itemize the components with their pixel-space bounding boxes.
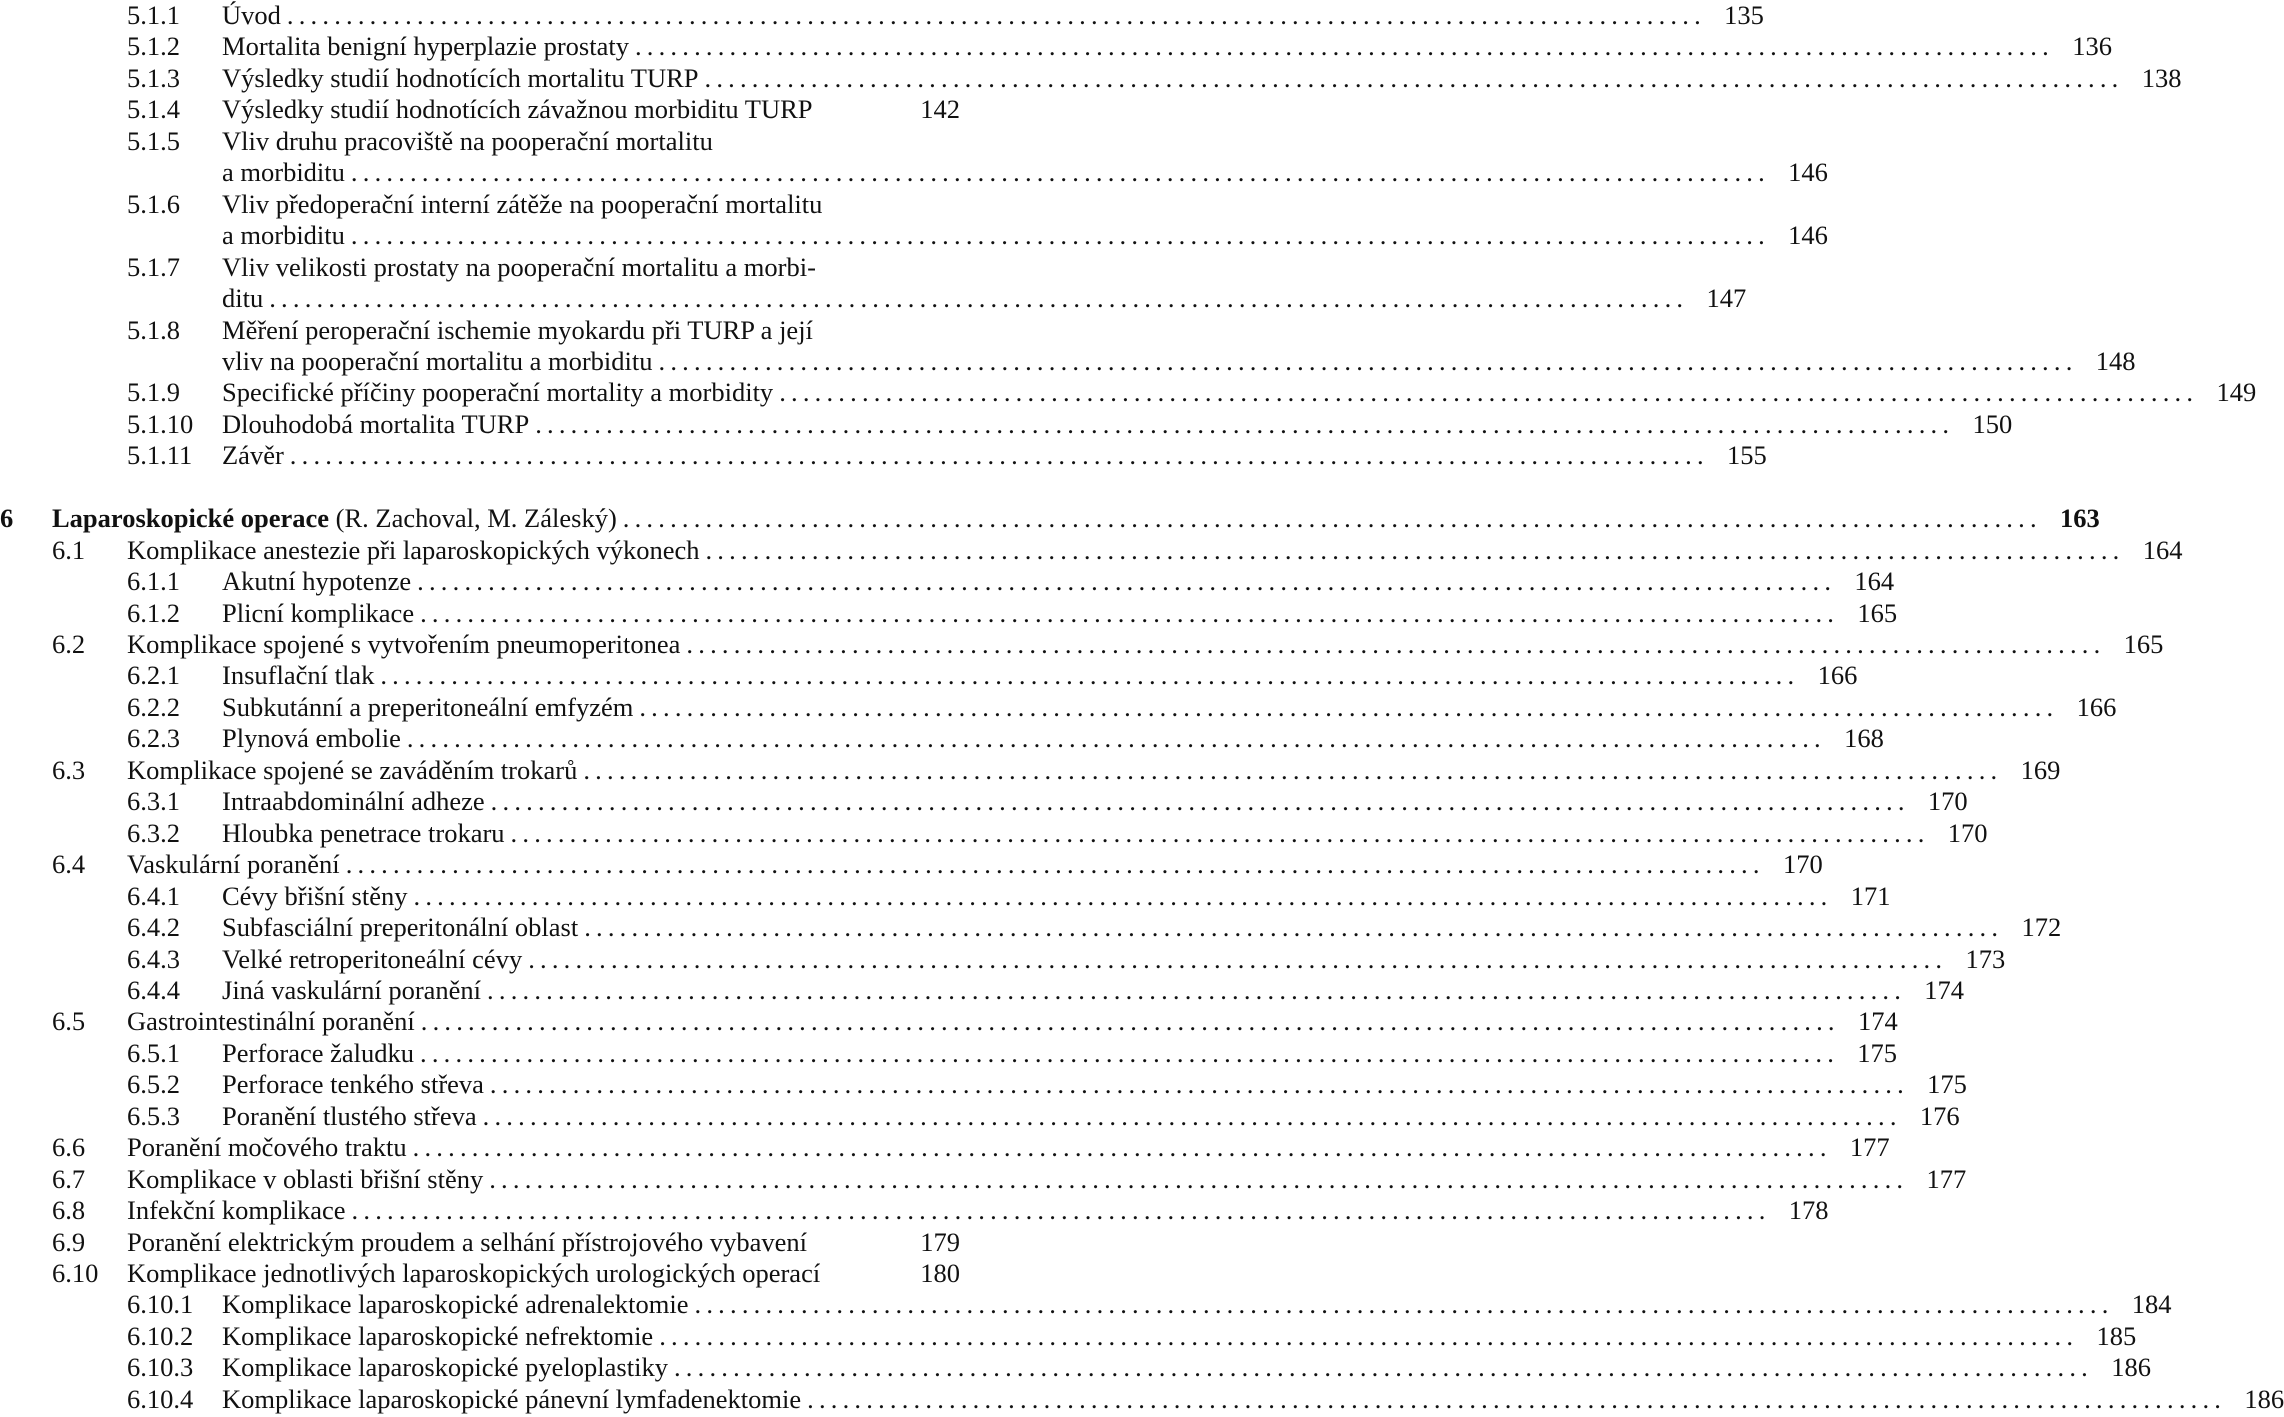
- toc-entry[interactable]: [0, 597, 1898, 629]
- toc-entry-number: 6.1.1: [127, 566, 180, 597]
- toc-entry[interactable]: [0, 848, 1823, 880]
- toc-entry[interactable]: [0, 785, 1968, 817]
- toc-entry-title: Komplikace laparoskopické adrenalektomie: [222, 1289, 689, 1320]
- dot-leader: ........................................................................................................................: [622, 503, 2042, 534]
- toc-entry[interactable]: [0, 93, 960, 125]
- toc-page-number: 146: [1788, 220, 1828, 251]
- dot-leader: ........................................................................................................................: [659, 1320, 2079, 1351]
- toc-entry-continuation[interactable]: [0, 156, 1828, 188]
- dot-leader: ........................................................................................................................: [420, 597, 1840, 628]
- toc-page-number: 135: [1724, 0, 1764, 30]
- toc-entry-line: [127, 1005, 1898, 1037]
- toc-entry-line: [222, 1320, 2137, 1352]
- toc-entry-line: [222, 817, 1988, 849]
- dot-leader: ........................................................................................................................: [350, 220, 1770, 251]
- toc-entry[interactable]: [0, 1320, 2137, 1352]
- toc-page-number: 186: [2244, 1383, 2284, 1414]
- toc-entry-number: 6.2: [52, 629, 86, 659]
- toc-entry-number: 6.3.1: [127, 786, 180, 817]
- toc-entry-line: [222, 0, 1764, 31]
- toc-entry-line: [222, 30, 2112, 62]
- toc-entry[interactable]: [0, 534, 2183, 566]
- toc-entry-title: Gastrointestinální poranění: [127, 1006, 415, 1037]
- toc-entry-title: Vliv předoperační interní zátěže na pooperační mortalitu: [222, 188, 823, 219]
- toc-entry-line: [222, 722, 1884, 754]
- toc-page-number: 146: [1788, 157, 1828, 188]
- toc-page-number: 165: [2123, 629, 2164, 659]
- toc-entry-number: 6.5: [52, 1006, 86, 1037]
- toc-entry-number: 6.1: [52, 534, 86, 565]
- toc-chapter-entry[interactable]: [0, 502, 2100, 534]
- dot-leader: ........................................................................................................................: [286, 0, 1706, 30]
- toc-entry-title: Perforace žaludku: [222, 1037, 415, 1068]
- toc-entry-number: 6.9: [52, 1226, 86, 1257]
- toc-entry[interactable]: [0, 1257, 960, 1289]
- toc-entry-line: [127, 1163, 1967, 1195]
- toc-page-number: 149: [2216, 377, 2257, 408]
- toc-entry-number: 6.2.3: [127, 723, 180, 754]
- toc-entry-number: 6.10.2: [127, 1320, 194, 1351]
- toc-page-number: 142: [920, 94, 960, 125]
- toc-entry-title: Velké retroperitoneální cévy: [222, 943, 523, 974]
- dot-leader: ........................................................................................................................: [686, 629, 2106, 659]
- toc-entry[interactable]: [0, 565, 1895, 597]
- toc-entry-title: Výsledky studií hodnotících závažnou morbiditu TURP: [222, 94, 813, 125]
- toc-page-number: 148: [2095, 345, 2136, 376]
- toc-page-number: 170: [1782, 849, 1823, 880]
- toc-entry[interactable]: [0, 974, 1965, 1006]
- toc-entry-title: Specifické příčiny pooperační mortality a morbidity: [222, 377, 774, 408]
- toc-chapter-authors: (R. Zachoval, M. Záleský): [335, 503, 617, 534]
- toc-entry-line: [127, 848, 1823, 880]
- toc-page-number: 175: [1927, 1069, 1967, 1100]
- toc-entry-line: [222, 282, 1747, 314]
- toc-page-number: 155: [1727, 440, 1767, 471]
- toc-entry[interactable]: [0, 1068, 1967, 1100]
- toc-entry-number: 6.4.2: [127, 912, 180, 943]
- toc-entry-title: Plicní komplikace: [222, 597, 415, 628]
- dot-leader: ........................................................................................................................: [634, 31, 2054, 62]
- dot-leader: ........................................................................................................................: [412, 1132, 1832, 1163]
- dot-leader: ........................................................................................................................: [413, 880, 1833, 911]
- toc-entry-title: Komplikace laparoskopické pyeloplastiky: [222, 1352, 668, 1383]
- toc-page-number: 176: [1919, 1100, 1960, 1131]
- toc-entry-title: Akutní hypotenze: [222, 566, 412, 597]
- toc-entry-title: Infekční komplikace: [127, 1195, 346, 1226]
- toc-entry[interactable]: [0, 0, 1764, 31]
- toc-page-number: 163: [2060, 503, 2100, 534]
- toc-entry-number: 5.1.2: [127, 31, 180, 62]
- toc-page-number: 168: [1844, 723, 1884, 754]
- dot-leader: ........................................................................................................................: [406, 723, 1826, 754]
- dot-leader: ........................................................................................................................: [704, 62, 2124, 93]
- toc-page-number: 170: [1927, 786, 1968, 817]
- dot-leader: ........................................................................................................................: [345, 849, 1765, 880]
- toc-entry-title: Komplikace v oblasti břišní stěny: [127, 1163, 484, 1194]
- toc-entry[interactable]: [0, 880, 1891, 912]
- dot-leader: ........................................................................................................................: [694, 1289, 2114, 1320]
- toc-entry-number: 6.6: [52, 1132, 86, 1163]
- dot-leader: ........................................................................................................................: [779, 377, 2199, 408]
- dot-leader: ........................................................................................................................: [535, 408, 1955, 439]
- toc-page-number: 172: [2021, 912, 2062, 943]
- toc-entry[interactable]: [0, 125, 960, 157]
- dot-leader: ........................................................................................................................: [482, 1100, 1902, 1131]
- toc-entry-line: [222, 314, 960, 346]
- toc-entry-line: [52, 502, 2100, 534]
- toc-entry-title: Vaskulární poranění: [127, 849, 340, 880]
- toc-entry-line: [222, 125, 960, 157]
- dot-leader: ........................................................................................................................: [420, 1037, 1840, 1068]
- toc-page-number: 164: [2142, 534, 2183, 565]
- toc-entry-number: 6.4.3: [127, 943, 180, 974]
- toc-entry-title: Komplikace spojené s vytvořením pneumoperitonea: [127, 629, 681, 659]
- toc-entry[interactable]: [0, 62, 2182, 94]
- toc-entry-number: 6.10.1: [127, 1289, 194, 1320]
- toc-entry[interactable]: [0, 817, 1988, 849]
- toc-entry-title: Cévy břišní stěny: [222, 880, 408, 911]
- toc-entry-line: [222, 345, 2136, 377]
- dot-leader: ........................................................................................................................: [351, 1195, 1771, 1226]
- toc-entry-number: 6.10.4: [127, 1383, 194, 1414]
- toc-entry-line: [222, 93, 960, 125]
- toc-entry[interactable]: [0, 1194, 1829, 1226]
- toc-page-number: 164: [1854, 566, 1895, 597]
- toc-entry-line: [222, 659, 1858, 691]
- dot-leader: ........................................................................................................................: [584, 912, 2004, 943]
- toc-entry[interactable]: [0, 408, 2013, 440]
- toc-entry[interactable]: [0, 722, 1884, 754]
- toc-entry-title: Poranění tlustého střeva: [222, 1100, 477, 1131]
- dot-leader: ........................................................................................................................: [487, 974, 1907, 1005]
- toc-page-number: 174: [1924, 974, 1965, 1005]
- dot-leader: ........................................................................................................................: [269, 283, 1689, 314]
- toc-chapter-heading: [52, 502, 617, 534]
- dot-leader: ........................................................................................................................: [658, 345, 2078, 376]
- toc-entry-number: 6.4: [52, 849, 86, 880]
- dot-leader: ........................................................................................................................: [380, 660, 1800, 691]
- toc-page-number: 171: [1850, 880, 1891, 911]
- toc-page-number: 147: [1706, 283, 1747, 314]
- toc-entry-title: Poranění elektrickým proudem a selhání přístrojového vybavení: [127, 1226, 807, 1257]
- toc-entry-number: 6: [0, 503, 14, 534]
- toc-entry[interactable]: [0, 1226, 960, 1258]
- toc-entry-line: [222, 943, 2006, 975]
- toc-entry-title: Subfasciální preperitonální oblast: [222, 912, 579, 943]
- toc-entry-title: Komplikace laparoskopické nefrektomie: [222, 1320, 654, 1351]
- toc-page-number: 136: [2072, 31, 2112, 62]
- toc-entry-number: 6.4.1: [127, 880, 180, 911]
- toc-entry-line: [222, 974, 1965, 1006]
- toc-entry-line: [127, 754, 2061, 786]
- toc-entry-title: Měření peroperační ischemie myokardu při TURP a její: [222, 314, 813, 345]
- toc-entry-title: Úvod: [222, 0, 281, 30]
- toc-entry[interactable]: [0, 1351, 2151, 1383]
- toc-page-number: 178: [1788, 1195, 1829, 1226]
- toc-entry-number: 5.1.11: [127, 440, 193, 471]
- toc-entry-line: [222, 880, 1891, 912]
- toc-entry-title: a morbiditu: [222, 157, 345, 188]
- toc-page-number: 177: [1926, 1163, 1967, 1194]
- toc-entry-title: Poranění močového traktu: [127, 1132, 407, 1163]
- toc-entry[interactable]: [0, 30, 2112, 62]
- dot-leader: ........................................................................................................................: [420, 1006, 1840, 1037]
- dot-leader: ........................................................................................................................: [528, 943, 1948, 974]
- toc-entry-line: [222, 785, 1968, 817]
- toc-entry-number: 5.1.4: [127, 94, 180, 125]
- toc-entry-continuation[interactable]: [0, 219, 1828, 251]
- toc-entry-title: Plynová embolie: [222, 723, 401, 754]
- toc-entry-title: Komplikace laparoskopické pánevní lymfadenektomie: [222, 1383, 802, 1414]
- toc-entry-title: Komplikace spojené se zaváděním trokarů: [127, 754, 578, 785]
- dot-leader: ........................................................................................................................: [417, 566, 1837, 597]
- toc-page-number: 169: [2020, 754, 2061, 785]
- toc-entry[interactable]: [0, 188, 960, 220]
- toc-entry-line: [127, 1226, 960, 1258]
- toc-page-number: 180: [920, 1258, 960, 1288]
- toc-entry-line: [222, 408, 2013, 440]
- dot-leader: ........................................................................................................................: [705, 534, 2125, 565]
- toc-entry[interactable]: [0, 1005, 1898, 1037]
- toc-entry[interactable]: [0, 439, 1767, 471]
- toc-entry-number: 6.3: [52, 754, 86, 785]
- toc-entry-number: 6.5.2: [127, 1069, 180, 1100]
- toc-page-number: 175: [1857, 1037, 1898, 1068]
- dot-leader: ........................................................................................................................: [639, 691, 2059, 722]
- toc-entry-line: [222, 597, 1898, 629]
- toc-entry-number: 6.10.3: [127, 1352, 194, 1383]
- toc-page-number: 138: [2141, 62, 2182, 93]
- toc-entry-number: 5.1.9: [127, 377, 180, 408]
- toc-entry-title: Vliv druhu pracoviště na pooperační mortalitu: [222, 125, 713, 156]
- toc-page-number: 185: [2096, 1320, 2137, 1351]
- toc-entry-title: Výsledky studií hodnotících mortalitu TURP: [222, 62, 699, 93]
- toc-page-number: 174: [1858, 1006, 1898, 1037]
- toc-entry-line: [222, 565, 1895, 597]
- toc-entry[interactable]: [0, 691, 2117, 723]
- dot-leader: ........................................................................................................................: [583, 754, 2003, 785]
- dot-leader: ........................................................................................................................: [489, 1163, 1909, 1194]
- dot-leader: ........................................................................................................................: [289, 440, 1709, 471]
- toc-entry-line: [222, 1100, 1960, 1132]
- toc-entry-title: Insuflační tlak: [222, 660, 375, 691]
- toc-entry-title: a morbiditu: [222, 220, 345, 251]
- toc-entry-number: 6.8: [52, 1195, 86, 1226]
- toc-entry-number: 6.5.3: [127, 1100, 180, 1131]
- toc-page-number: 166: [2076, 691, 2117, 722]
- toc-entry-number: 6.5.1: [127, 1037, 180, 1068]
- toc-entry-line: [222, 156, 1828, 188]
- toc-entry-number: 6.10: [52, 1258, 99, 1288]
- toc-entry-number: 5.1.7: [127, 251, 180, 282]
- dot-leader: ........................................................................................................................: [807, 1383, 2227, 1414]
- toc-entry[interactable]: [0, 943, 2006, 975]
- toc-entry[interactable]: [0, 754, 2061, 786]
- toc-entry-title: ditu: [222, 283, 264, 314]
- toc-page-number: 165: [1857, 597, 1898, 628]
- toc-entry-title: Subkutánní a preperitoneální emfyzém: [222, 691, 634, 722]
- toc-entry-line: [222, 188, 960, 220]
- dot-leader: ........................................................................................................................: [350, 157, 1770, 188]
- toc-page-number: 179: [920, 1226, 960, 1257]
- toc-entry-title: Jiná vaskulární poranění: [222, 974, 482, 1005]
- toc-chapter-title: Laparoskopické operace: [52, 503, 330, 534]
- toc-entry-number: 6.1.2: [127, 597, 180, 628]
- toc-entry-title: vliv na pooperační mortalitu a morbiditu: [222, 345, 653, 376]
- toc-entry[interactable]: [0, 1383, 2284, 1415]
- toc-entry-line: [127, 1257, 960, 1289]
- dot-leader: ........................................................................................................................: [510, 817, 1930, 848]
- toc-entry-continuation[interactable]: [0, 345, 2136, 377]
- toc-entry-title: Komplikace jednotlivých laparoskopických urologických operací: [127, 1258, 821, 1288]
- toc-entry-line: [222, 1037, 1898, 1069]
- toc-entry-line: [222, 62, 2182, 94]
- toc-entry[interactable]: [0, 628, 2164, 660]
- toc-entry[interactable]: [0, 1037, 1898, 1069]
- toc-entry-number: 6.3.2: [127, 817, 180, 848]
- toc-entry-number: 6.2.2: [127, 691, 180, 722]
- toc-entry[interactable]: [0, 1163, 1967, 1195]
- toc-entry-title: Komplikace anestezie při laparoskopických výkonech: [127, 534, 700, 565]
- toc-entry[interactable]: [0, 251, 960, 283]
- toc-entry[interactable]: [0, 314, 960, 346]
- toc-entry-title: Intraabdominální adheze: [222, 786, 485, 817]
- toc-entry[interactable]: [0, 911, 2062, 943]
- toc-page-number: 150: [1972, 408, 2013, 439]
- toc-entry-line: [127, 1194, 1829, 1226]
- toc-entry-number: 5.1.1: [127, 0, 180, 30]
- toc-entry-title: Perforace tenkého střeva: [222, 1069, 484, 1100]
- toc-entry-title: Závěr: [222, 440, 284, 471]
- toc-entry-line: [222, 439, 1767, 471]
- toc-entry-line: [222, 1351, 2151, 1383]
- toc-entry-number: 6.7: [52, 1163, 86, 1194]
- toc-page-number: 184: [2131, 1289, 2172, 1320]
- toc-entry-line: [222, 691, 2117, 723]
- toc-entry-line: [127, 534, 2183, 566]
- toc-entry-line: [222, 251, 960, 283]
- toc-entry-line: [222, 219, 1828, 251]
- toc-entry-title: Vliv velikosti prostaty na pooperační mortalitu a morbi-: [222, 251, 816, 282]
- toc-entry-number: 5.1.6: [127, 188, 180, 219]
- toc-entry-line: [222, 1383, 2284, 1415]
- toc-entry-number: 5.1.8: [127, 314, 180, 345]
- toc-entry[interactable]: [0, 1131, 1890, 1163]
- toc-entry-line: [222, 1288, 2172, 1320]
- toc-page-number: 173: [1965, 943, 2006, 974]
- toc-entry-title: Mortalita benigní hyperplazie prostaty: [222, 31, 629, 62]
- toc-entry-line: [222, 911, 2062, 943]
- toc-entry-number: 6.4.4: [127, 974, 180, 1005]
- toc-entry[interactable]: [0, 376, 2257, 408]
- toc-entry-number: 5.1.3: [127, 62, 180, 93]
- toc-page-number: 177: [1849, 1132, 1890, 1163]
- toc-page-number: 170: [1947, 817, 1988, 848]
- toc-entry-title: Hloubka penetrace trokaru: [222, 817, 505, 848]
- toc-entry-continuation[interactable]: [0, 282, 1747, 314]
- toc-entry-number: 5.1.10: [127, 408, 194, 439]
- dot-leader: ........................................................................................................................: [489, 1069, 1909, 1100]
- toc-entry-line: [127, 1131, 1890, 1163]
- toc-entry-line: [222, 376, 2257, 408]
- toc-entry-number: 5.1.5: [127, 125, 180, 156]
- toc-entry[interactable]: [0, 1288, 2172, 1320]
- dot-leader: ........................................................................................................................: [673, 1352, 2093, 1383]
- toc-page-number: 166: [1817, 660, 1858, 691]
- toc-entry-title: Dlouhodobá mortalita TURP: [222, 408, 530, 439]
- toc-page-number: 186: [2111, 1352, 2151, 1383]
- toc-entry-line: [127, 628, 2164, 660]
- toc-entry-number: 6.2.1: [127, 660, 180, 691]
- toc-entry[interactable]: [0, 659, 1858, 691]
- toc-entry[interactable]: [0, 1100, 1960, 1132]
- dot-leader: ........................................................................................................................: [490, 786, 1910, 817]
- toc-entry-line: [222, 1068, 1967, 1100]
